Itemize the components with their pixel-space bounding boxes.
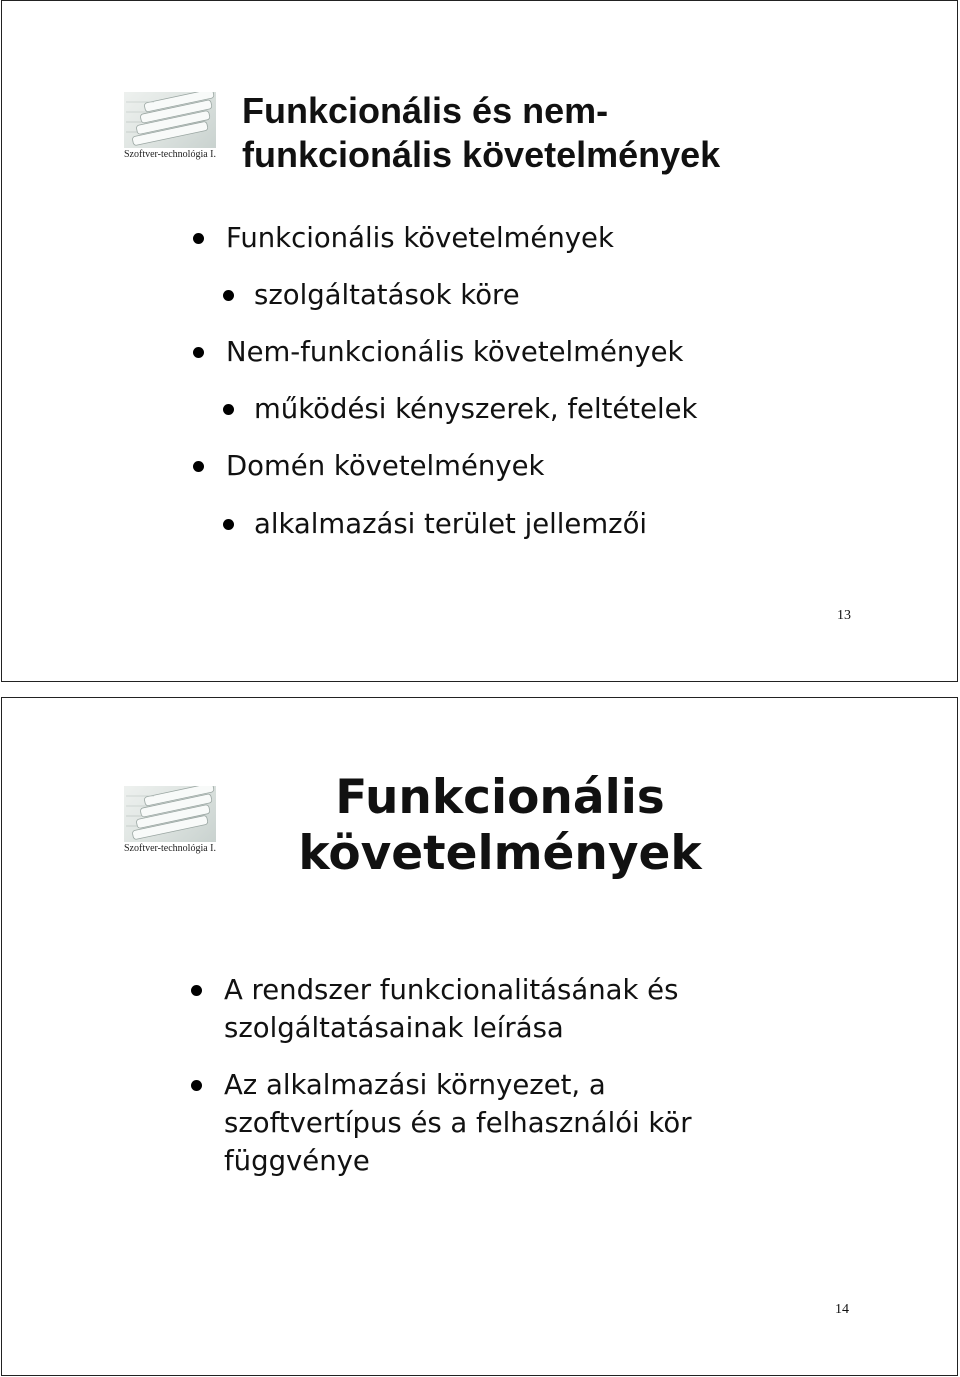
bullet-item xyxy=(224,971,678,1047)
bullet-item xyxy=(224,1066,692,1180)
sub-bullet-item: működési kényszerek, feltételek xyxy=(254,390,697,428)
sub-bullet-item: alkalmazási terület jellemzői xyxy=(254,505,647,543)
sub-bullet-item: szolgáltatások köre xyxy=(254,276,520,314)
bullet-line: Az alkalmazási környezet, a xyxy=(224,1069,606,1101)
logo-caption: Szoftver-technológia I. xyxy=(124,149,216,160)
page-number: 14 xyxy=(835,1302,849,1317)
title-line: Funkcionális xyxy=(335,770,665,825)
bullet-item: Nem-funkcionális követelmények xyxy=(226,333,683,371)
keyboard-image-icon xyxy=(124,92,216,148)
title-line: követelmények xyxy=(298,826,702,881)
bullet-line: szolgáltatásainak leírása xyxy=(224,1012,564,1044)
title-line: Funkcionális és nem- xyxy=(242,90,609,131)
slide-13 xyxy=(1,0,958,682)
course-logo xyxy=(120,92,220,162)
title-line: funkcionális követelmények xyxy=(242,134,721,175)
slide-title xyxy=(242,89,842,177)
slide-title xyxy=(240,770,760,882)
bullet-line: A rendszer funkcionalitásának és xyxy=(224,974,679,1006)
keyboard-image-icon xyxy=(124,786,216,842)
bullet-line: szoftvertípus és a felhasználói kör xyxy=(224,1107,692,1139)
bullet-item: Funkcionális követelmények xyxy=(226,219,614,257)
logo-caption: Szoftver-technológia I. xyxy=(124,843,216,854)
page-number: 13 xyxy=(837,608,851,623)
course-logo xyxy=(120,786,220,856)
bullet-line: függvénye xyxy=(224,1145,370,1177)
bullet-item: Domén követelmények xyxy=(226,447,544,485)
